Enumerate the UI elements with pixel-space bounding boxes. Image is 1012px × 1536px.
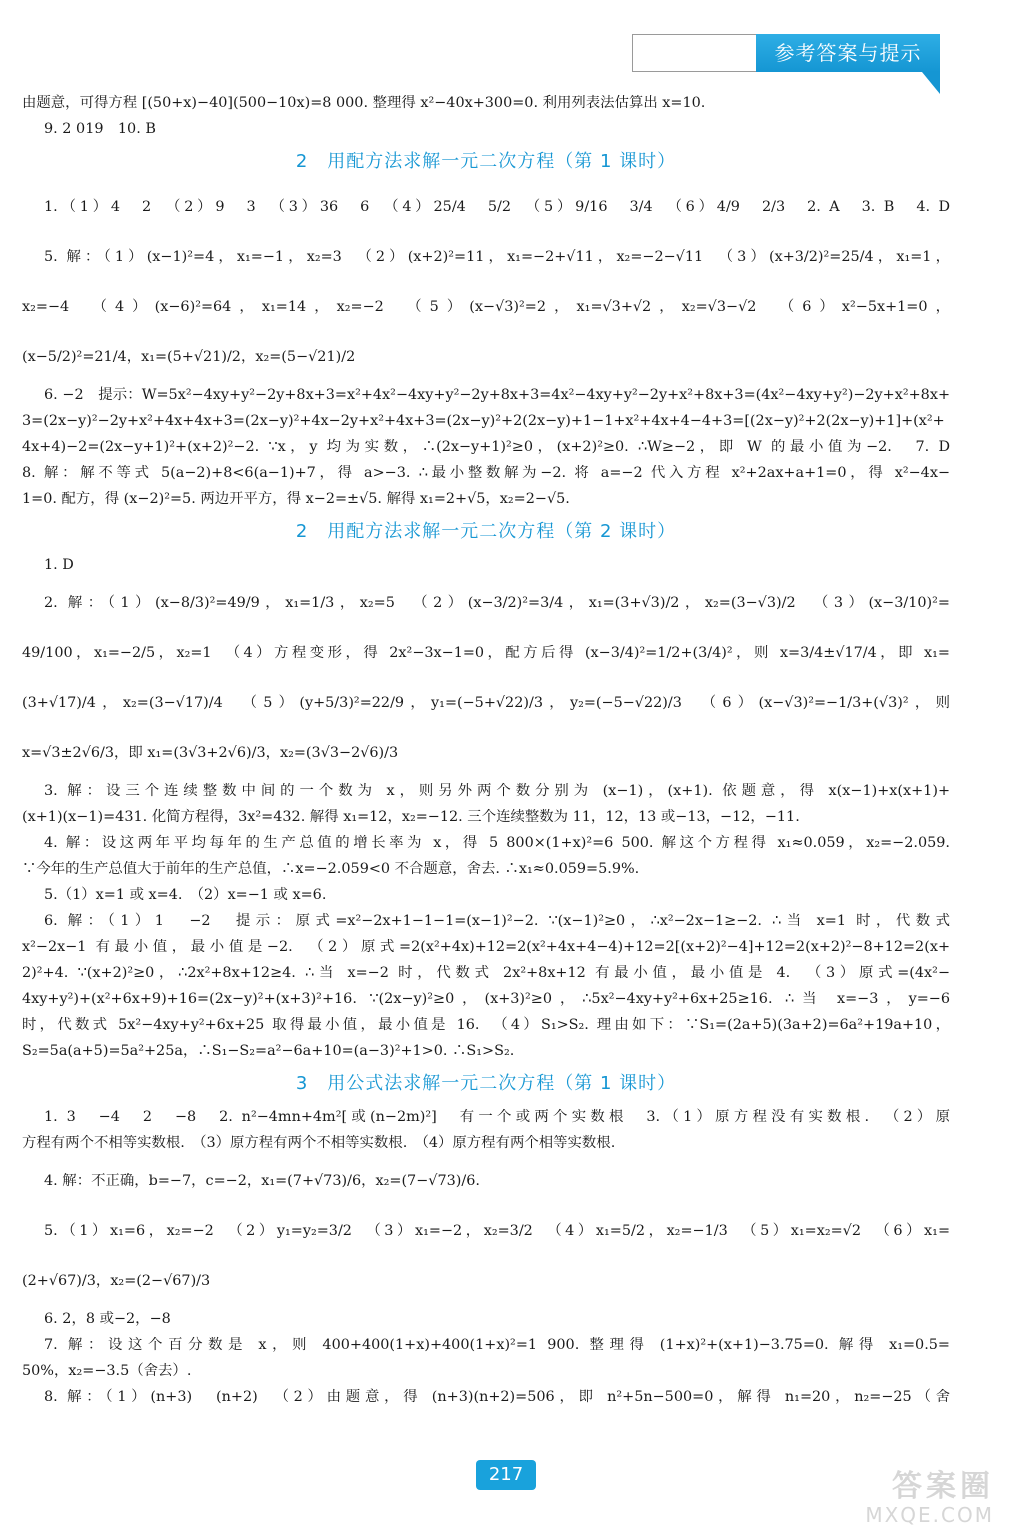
answer-line: ∵今年的生产总值大于前年的生产总值，∴x=−2.059<0 不合题意，舍去. ∴x₁≈0.059=5.9%. bbox=[22, 861, 640, 877]
answer-line: 8. 解：（1）(n+3) (n+2) （2）由题意，得 (n+3)(n+2)=506，即 n²+5n−500=0，解得 n₁=20，n₂=−25（舍 bbox=[44, 1389, 950, 1405]
answer-line: 49/100，x₁=−2/5，x₂=1 （4）方程变形，得 2x²−3x−1=0，配方后得 (x−3/4)²=1/2+(3/4)²，则 x=3/4±√17/4，即 x₁= bbox=[22, 645, 950, 661]
answer-line: 1.（1）4 2 （2）9 3 （3）36 6 （4）25/4 5/2 （5）9/16 3/4 （6）4/9 2/3 2. A 3. B 4. D bbox=[44, 199, 950, 215]
page-number: 217 bbox=[476, 1460, 536, 1490]
answer-line: 1. D bbox=[44, 557, 74, 573]
answer-line: 9. 2 019 10. B bbox=[44, 121, 156, 137]
answer-line: 4x+4)−2=(2x−y+1)²+(x+2)²−2. ∵x，y 均为实数，∴(2x−y+1)²≥0，(x+2)²≥0. ∴W≥−2，即 W 的最小值为−2. 7. D bbox=[22, 439, 950, 455]
answer-line: (3+√17)/4，x₂=(3−√17)/4 （5）(y+5/3)²=22/9，y₁=(−5+√22)/3，y₂=(−5−√22)/3 （6）(x−√3)²=−1/3+(√3)²，则 bbox=[22, 695, 950, 711]
answer-line: 3. 解：设三个连续整数中间的一个数为 x，则另外两个数分别为 (x−1)，(x+1). 依题意，得 x(x−1)+x(x+1)+ bbox=[44, 783, 950, 799]
answer-line: 3=(2x−y)²−2y+x²+4x+4x+3=(2x−y)²+4x−2y+x²+4x+3=(2x−y)²+2(2x−y)+1−1+x²+4x+4−4+3=[(2x−y)²+2(2x−y)+1]+(x²+ bbox=[22, 413, 945, 429]
answer-line: (x−5/2)²=21/4，x₁=(5+√21)/2，x₂=(5−√21)/2 bbox=[22, 349, 356, 365]
answer-line: 方程有两个不相等实数根. （3）原方程有两个不相等实数根. （4）原方程有两个相等实数根. bbox=[22, 1135, 616, 1151]
answer-line: 6. 解：（1）1 −2 提示：原式=x²−2x+1−1−1=(x−1)²−2. ∵(x−1)²≥0，∴x²−2x−1≥−2. ∴当 x=1 时，代数式 bbox=[44, 913, 950, 929]
answer-line: 4xy+y²)+(x²+6x+9)+16=(2x−y)²+(x+3)²+16. ∵(2x−y)²≥0，(x+3)²≥0，∴5x²−4xy+y²+6x+25≥16. ∴当 x=−3，y=−6 bbox=[22, 991, 950, 1007]
answer-line: (x+1)(x−1)=431. 化简方程得，3x²=432. 解得 x₁=12，x₂=−12. 三个连续整数为 11，12，13 或−13，−12，−11. bbox=[22, 809, 800, 825]
answer-line: 50%，x₂=−3.5（舍去）. bbox=[22, 1363, 192, 1379]
watermark-logo-text: 答案圈 bbox=[892, 1469, 994, 1504]
answer-line: x₂=−4 （4）(x−6)²=64，x₁=14，x₂=−2 （5）(x−√3)²=2，x₁=√3+√2，x₂=√3−√2 （6）x²−5x+1=0， bbox=[22, 299, 950, 315]
answer-line: 7. 解：设这个百分数是 x，则 400+400(1+x)+400(1+x)²=1 900. 整理得 (1+x)²+(x+1)−3.75=0. 解得 x₁=0.5= bbox=[44, 1337, 950, 1353]
answer-line: 4. 解：不正确，b=−7，c=−2，x₁=(7+√73)/6，x₂=(7−√73)/6. bbox=[44, 1173, 480, 1189]
answer-line: x=√3±2√6/3，即 x₁=(3√3+2√6)/3，x₂=(3√3−2√6)/3 bbox=[22, 745, 399, 761]
answer-line: S₂=5a(a+5)=5a²+25a，∴S₁−S₂=a²−6a+10=(a−3)²+1>0. ∴S₁>S₂. bbox=[22, 1043, 515, 1059]
answer-line: 5.（1）x₁=6，x₂=−2 （2）y₁=y₂=3/2 （3）x₁=−2，x₂=3/2 （4）x₁=5/2，x₂=−1/3 （5）x₁=x₂=√2 （6）x₁= bbox=[44, 1223, 950, 1239]
answer-line: (2+√67)/3，x₂=(2−√67)/3 bbox=[22, 1273, 211, 1289]
header-tab: 参考答案与提示 bbox=[756, 34, 940, 72]
answer-line: 1. 3 −4 2 −8 2. n²−4mn+4m²[或(n−2m)²] 有一个或两个实数根 3.（1）原方程没有实数根. （2）原 bbox=[44, 1109, 950, 1125]
answer-line: 2. 解：（1）(x−8/3)²=49/9，x₁=1/3，x₂=5 （2）(x−3/2)²=3/4，x₁=(3+√3)/2，x₂=(3−√3)/2 （3）(x−3/10)²= bbox=[44, 595, 950, 611]
section-heading: 2 用配方法求解一元二次方程（第 1 课时） bbox=[295, 151, 677, 172]
answer-line: 5. 解：（1）(x−1)²=4，x₁=−1，x₂=3 （2）(x+2)²=11，x₁=−2+√11，x₂=−2−√11 （3）(x+3/2)²=25/4，x₁=1， bbox=[44, 249, 950, 265]
answer-line: 由题意，可得方程 [(50+x)−40](500−10x)=8 000. 整理得 x²−40x+300=0. 利用列表法估算出 x=10. bbox=[22, 95, 706, 111]
answer-line: 4. 解：设这两年平均每年的生产总值的增长率为 x，得 5 800×(1+x)²=6 500. 解这个方程得 x₁≈0.059，x₂=−2.059. bbox=[44, 835, 950, 851]
answer-line: 2)²+4. ∵(x+2)²≥0，∴2x²+8x+12≥4. ∴当 x=−2 时，代数式 2x²+8x+12 有最小值，最小值是 4. （3）原式=(4x²− bbox=[22, 965, 950, 981]
answer-line: 6. −2 提示：W=5x²−4xy+y²−2y+8x+3=x²+4x²−4xy+y²−2y+8x+3=4x²−4xy+y²−2y+x²+8x+3=(4x²−4xy+y²)−2y+x²+8x+ bbox=[44, 387, 950, 403]
answer-line: 时，代数式 5x²−4xy+y²+6x+25 取得最小值，最小值是 16. （4）S₁>S₂. 理由如下：∵S₁=(2a+5)(3a+2)=6a²+19a+10， bbox=[22, 1017, 950, 1033]
answer-line: 8. 解：解不等式 5(a−2)+8<6(a−1)+7，得 a>−3. ∴最小整数解为−2. 将 a=−2 代入方程 x²+2ax+a+1=0，得 x²−4x− bbox=[22, 465, 950, 481]
answer-content bbox=[22, 90, 950, 1410]
watermark-url: MXQE.COM bbox=[865, 1503, 994, 1527]
header-blank-box bbox=[632, 34, 762, 72]
section-heading: 3 用公式法求解一元二次方程（第 1 课时） bbox=[295, 1073, 677, 1094]
answer-line: 5.（1）x=1 或 x=4. （2）x=−1 或 x=6. bbox=[44, 887, 327, 903]
watermark-logo bbox=[844, 1470, 994, 1530]
answer-line: 6. 2，8 或−2，−8 bbox=[44, 1311, 171, 1327]
answer-line: x²−2x−1 有最小值，最小值是−2. （2）原式=2(x²+4x)+12=2(x²+4x+4−4)+12=2[(x+2)²−4]+12=2(x+2)²−8+12=2(x+ bbox=[22, 939, 950, 955]
answer-line: 1=0. 配方，得 (x−2)²=5. 两边开平方，得 x−2=±√5. 解得 x₁=2+√5，x₂=2−√5. bbox=[22, 491, 570, 507]
section-heading: 2 用配方法求解一元二次方程（第 2 课时） bbox=[295, 521, 677, 542]
